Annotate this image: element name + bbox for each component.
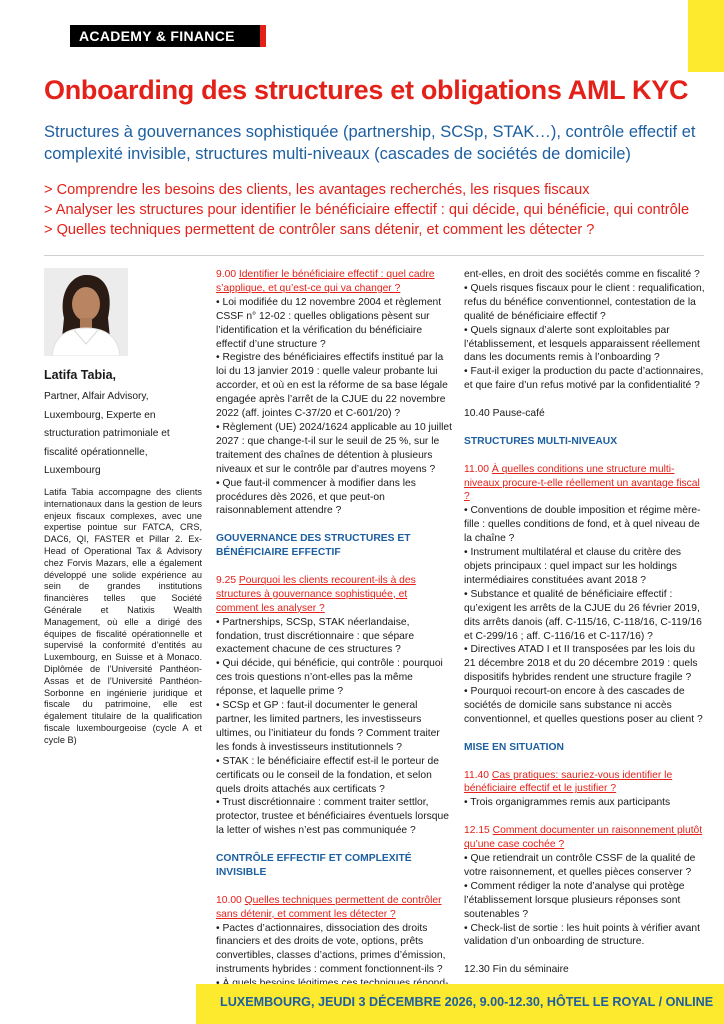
session-time: 9.25: [216, 574, 237, 586]
section-heading: CONTRÔLE EFFECTIF ET COMPLEXITÉ INVISIBLE: [216, 853, 412, 878]
session-item: • Trois organigrammes remis aux participants: [464, 797, 671, 809]
session-item: • Quels risques fiscaux pour le client : requalification, refus du bénéfice conventionnel, contestation de la qualité de bénéficiaire effectif ?: [464, 282, 705, 322]
divider: [44, 255, 704, 256]
session-item-continued: ent-elles, en droit des sociétés comme en fiscalité ?: [464, 269, 700, 280]
session-item: • STAK : le bénéficiaire effectif est-il le porteur de certificats ou le conseil de la fondation, et selon quels droits attachés aux certificats ?: [216, 755, 439, 795]
session-heading: À quelles conditions une structure multi-niveaux procure-t-elle réellement un avantage fiscal ?: [464, 463, 700, 503]
session-item: • Règlement (UE) 2024/1624 applicable au 10 juillet 2027 : que change-t-il sur le seuil de 25 %, sur le traitement des chaînes de détention à plusieurs niveaux et sur le contrôle par d’autres moyens ?: [216, 421, 453, 475]
session-item: • Conventions de double imposition et régime mère-fille : quelles conditions de fond, et à quel niveau de la chaîne ?: [464, 505, 701, 545]
session-item: • Qui décide, qui bénéficie, qui contrôle : pourquoi ces trois questions n’ont-elles pas la même réponse, et laquelle prime ?: [216, 658, 443, 698]
event-footer: [196, 984, 724, 1024]
session-item: • Partnerships, SCSp, STAK néerlandaise, fondation, trust discrétionnaire : que sépare exactement chacune de ces structures ?: [216, 616, 415, 656]
session-item: • Quels signaux d’alerte sont exploitables par l’établissement, et lesquels apparaissent réellement dans les documents remis à l’onboarding ?: [464, 324, 700, 364]
session-time: 11.00: [464, 463, 490, 475]
session-item: • Pactes d’actionnaires, dissociation des droits financiers et des droits de vote, options, prêts convertibles, classes d’actions, primes d’émission, instruments hybrides : comment fonctionnent-ils ?: [216, 922, 446, 976]
session-item: • Faut-il exiger la production du pacte d’actionnaires, et que faire d’un refus motivé par la confidentialité ?: [464, 366, 704, 392]
session-heading: Cas pratiques: sauriez-vous identifier le bénéficiaire effectif et le justifier ?: [464, 769, 673, 795]
section-heading: GOUVERNANCE DES STRUCTURES ET BÉNÉFICIAIRE EFFECTIF: [216, 533, 411, 559]
session-heading: Pourquoi les clients recourent-ils à des structures à gouvernance sophistiquée, et comment les analyser ?: [216, 574, 416, 614]
yellow-corner-tab: [688, 0, 724, 72]
program-column-1: [216, 268, 452, 991]
page-title: Onboarding des structures et obligations AML KYC: [44, 75, 689, 105]
page-subtitle: Structures à gouvernances sophistiquée (partnership, SCSp, STAK…), contrôle effectif et complexité invisible, structures multi-niveaux (cascades de sociétés de domicile): [44, 123, 696, 163]
objectives-list: [44, 180, 714, 240]
session-item: • Comment rédiger la note d’analyse qui protège l’établissement lorsque plusieurs réponses sont soutenables ?: [464, 880, 685, 920]
session-item: • Registre des bénéficiaires effectifs institué par la loi du 13 janvier 2019 : quelle valeur probante lui accorder, et où en est la réforme de sa base légale engagée après l’arrêt de la CJUE du 22 novembre 2022 (aff. jointes C-37/20 et C-601/20) ?: [216, 352, 448, 420]
event-details: LUXEMBOURG, JEUDI 3 DÉCEMBRE 2026, 9.00-12.30, HÔTEL LE ROYAL / ONLINE: [220, 995, 714, 1009]
session-title: [464, 824, 708, 852]
session-heading: Identifier le bénéficiaire effectif : quel cadre s’applique, et qu’est-ce qui va changer ?: [216, 269, 435, 294]
session-title: [464, 463, 708, 505]
brand-badge: [70, 25, 266, 47]
speaker-photo: [44, 268, 128, 356]
session-time: 12.15: [464, 825, 490, 837]
session-item: • Que faut-il commencer à modifier dans les procédures dès 2026, et que peut-on raisonnablement attendre ?: [216, 477, 416, 517]
session-heading: Comment documenter un raisonnement plutôt qu’une case cochée ?: [464, 825, 703, 851]
speaker-name: Latifa Tabia,: [44, 368, 117, 382]
session-heading: Quelles techniques permettent de contrôler sans détenir, et comment les détecter ?: [216, 894, 442, 920]
speaker-bio: Latifa Tabia accompagne des clients internationaux dans la gestion de leurs enjeux fiscaux complexes, avec une expertise pointue sur FATCA, CRS, DAC6, QI, FASTER et Pillar 2. Ex-Head of Operational Tax & Advisory chez Forvis Mazars, elle a également développé une solide expérience au sein de grandes institutions financières telles que Société Générale et Natixis Wealth Management, où elle a dirigé des équipes de fiscalité opérationnelle et supervisé la conformité d’entités au Luxembourg, en Suisse et à Monaco. Diplômée de l’Université Panthéon-Assas et de l’Université Panthéon-Sorbonne en ingénierie juridique et fiscale du patrimoine, elle est également titulaire de la qualification fiscale luxembourgeoise (cycle A et cycle B): [44, 487, 202, 745]
objective-item: > Comprendre les besoins des clients, les avantages recherchés, les risques fiscaux: [44, 182, 590, 198]
speaker-portrait-icon: [44, 268, 128, 356]
section-heading: STRUCTURES MULTI-NIVEAUX: [464, 435, 618, 447]
end-item: 12.30 Fin du séminaire: [464, 964, 569, 976]
session-title: [216, 268, 452, 296]
session-time: 11.40: [464, 769, 490, 781]
session-item: • Instrument multilatéral et clause du critère des objets principaux : quel impact sur les holdings intermédiaires constituées avant 2018 ?: [464, 547, 682, 586]
section-heading: MISE EN SITUATION: [464, 741, 564, 753]
session-title: [216, 894, 452, 922]
session-item: • Trust discrétionnaire : comment traiter settlor, protector, trustee et bénéficiaires éventuels lorsque la letter of wishes n’est pas communiquée ?: [216, 797, 449, 837]
session-time: 9.00: [216, 269, 237, 280]
session-item: • SCSp et GP : faut-il documenter le general partner, les limited partners, les investisseurs ultimes, ou l’initiateur du fonds ? Comment traiter les fonds à investisseurs institutionnels ?: [216, 700, 440, 753]
objective-item: > Quelles techniques permettent de contrôler sans détenir, et comment les détecter ?: [44, 222, 595, 238]
session-item: • Que retiendrait un contrôle CSSF de la qualité de votre raisonnement, et quelles pièces conserver ?: [464, 852, 696, 878]
objective-item: > Analyser les structures pour identifier le bénéficiaire effectif : qui décide, qui bénéficie, qui contrôle: [44, 202, 690, 218]
brand-badge-label: ACADEMY & FINANCE: [79, 28, 235, 44]
session-title: [216, 574, 452, 616]
session-item: • Pourquoi recourt-on encore à des cascades de sociétés de domicile sans substance ni accès conventionnel, et quelles questions poser au client ?: [464, 686, 703, 725]
session-time: 10.00: [216, 894, 242, 906]
speaker-role: Partner, Alfair Advisory, Luxembourg, Experte en structuration patrimoniale et fiscalité opérationnelle, Luxembourg: [44, 391, 170, 476]
session-item: • Directives ATAD I et II transposées par les lois du 21 décembre 2018 et du 20 décembre 2019 : quels dispositifs hybrides rendent une structure fragile ?: [464, 644, 698, 684]
session-item: • Loi modifiée du 12 novembre 2004 et règlement CSSF n° 12-02 : quelles obligations pèsent sur l’identification et la vérification du bénéficiaire effectif d’une structure ?: [216, 296, 442, 350]
program-column-2: [464, 268, 708, 977]
session-item: • Check-list de sortie : les huit points à vérifier avant validation d’un onboarding de structure.: [464, 922, 700, 948]
break-item: 10.40 Pause-café: [464, 408, 545, 420]
session-title: [464, 769, 708, 797]
session-item: • Substance et qualité de bénéficiaire effectif : qu’exigent les arrêts de la CJUE du 26 février 2019, dits arrêts danois (aff. C-115/16, C-118/16, C-119/16 et C-299/16 ; aff. C-116/16 et C-117/16) ?: [464, 588, 702, 642]
